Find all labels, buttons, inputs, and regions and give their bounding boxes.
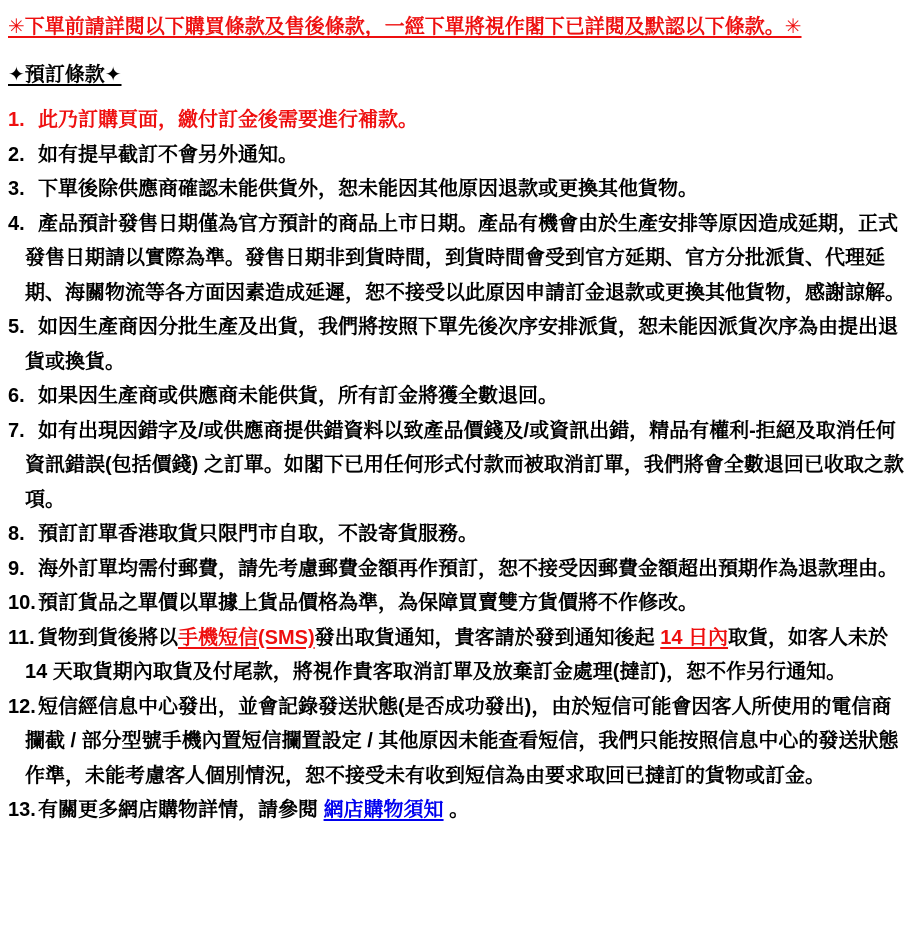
term-number: 4. — [8, 212, 25, 235]
term-item — [8, 690, 905, 794]
term-text: 海外訂單均需付郵費，請先考慮郵費金額再作預訂，恕不接受因郵費金額超出預期作為退款理由。 — [38, 557, 898, 580]
term-text: 下單後除供應商確認未能供貨外，恕未能因其他原因退款或更換其他貨物。 — [38, 178, 698, 200]
notice-header: ✳下單前請詳閱以下購買條款及售後條款，一經下單將視作閣下已詳閱及默認以下條款。✳ — [8, 16, 802, 38]
term-item — [8, 103, 905, 138]
term-text: 此乃訂購頁面，繳付訂金後需要進行補款。 — [38, 109, 418, 131]
term-text: 產品預計發售日期僅為官方預計的商品上市日期。產品有機會由於生產安排等原因造成延期，正式發售日期請以實際為準。發售日期非到貨時間，到貨時間會受到官方延期、官方分批派貨、代理延期、海關物流等各方面因素造成延遲，恕不接受以此原因申請訂金退款或更換其他貨物，感謝諒解。 — [25, 212, 905, 304]
term-item — [8, 621, 905, 690]
terms-document — [8, 10, 905, 828]
term-text: 如因生產商因分批生產及出貨，我們將按照下單先後次序安排派貨，恕未能因派貨次序為由提出退貨或換貨。 — [25, 316, 898, 373]
term-text: 如果因生產商或供應商未能供貨，所有訂金將獲全數退回。 — [38, 385, 558, 407]
term-number: 5. — [8, 316, 25, 338]
section-title-preorder-terms: ✦預訂條款✦ — [8, 64, 122, 86]
term-text: 短信經信息中心發出，並會記錄發送狀態(是否成功發出)，由於短信可能會因客人所使用的電信商攔截 / 部分型號手機內置短信攔置設定 / 其他原因未能查看短信，我們只能按照信息中心的發送狀態作準，未能考慮客人個別情況，恕不接受未有收到短信為由要求取回已撻訂的貨物或訂金。 — [25, 695, 899, 787]
term-number: 10. — [8, 592, 36, 614]
term-item — [8, 517, 905, 552]
term-text: 如有提早截訂不會另外通知。 — [38, 143, 298, 166]
term-item — [8, 138, 905, 173]
term-number: 12. — [8, 695, 36, 718]
red-underline-emphasis: 手機短信(SMS) — [178, 626, 315, 649]
store-shopping-notice-link[interactable]: 網店購物須知 — [323, 799, 444, 821]
term-number: 3. — [8, 178, 25, 200]
term-text: 如有出現因錯字及/或供應商提供錯資料以致產品價錢及/或資訊出錯，精品有權利-拒絕及取消任何資訊錯誤(包括價錢) 之訂單。如閣下已用任何形式付款而被取消訂單，我們將會全數退回已收取之款項。 — [25, 419, 904, 511]
term-item — [8, 379, 905, 414]
term-text: 預訂貨品之單價以單據上貨品價格為準，為保障買賣雙方貨價將不作修改。 — [38, 592, 698, 614]
term-number: 11. — [8, 626, 35, 649]
term-item — [8, 793, 905, 828]
term-text: 。 — [443, 799, 470, 821]
term-text: 貨物到貨後將以 — [38, 626, 178, 649]
term-item — [8, 552, 905, 587]
term-text: 取貨，如客人未於 14 天取貨期內取貨及付尾款，將視作貴客取消訂單及放棄訂金處理(撻訂)，恕不作另行通知。 — [25, 626, 894, 683]
term-item — [8, 172, 905, 207]
term-item — [8, 586, 905, 621]
term-number: 8. — [8, 523, 25, 545]
term-number: 9. — [8, 557, 25, 580]
term-text: 預訂訂單香港取貨只限門市自取，不設寄貨服務。 — [38, 523, 478, 545]
red-underline-emphasis: 14 日內 — [660, 626, 729, 649]
term-item — [8, 414, 905, 518]
term-text: 有關更多網店購物詳情，請參閱 — [38, 799, 324, 821]
term-number: 6. — [8, 385, 25, 407]
term-number: 2. — [8, 143, 25, 166]
term-number: 13. — [8, 799, 36, 821]
term-number: 1. — [8, 109, 25, 131]
term-number: 7. — [8, 419, 25, 442]
terms-list — [8, 103, 905, 828]
term-item — [8, 207, 905, 311]
term-item — [8, 310, 905, 379]
term-text: 發出取貨通知，貴客請於發到通知後起 — [314, 626, 661, 649]
